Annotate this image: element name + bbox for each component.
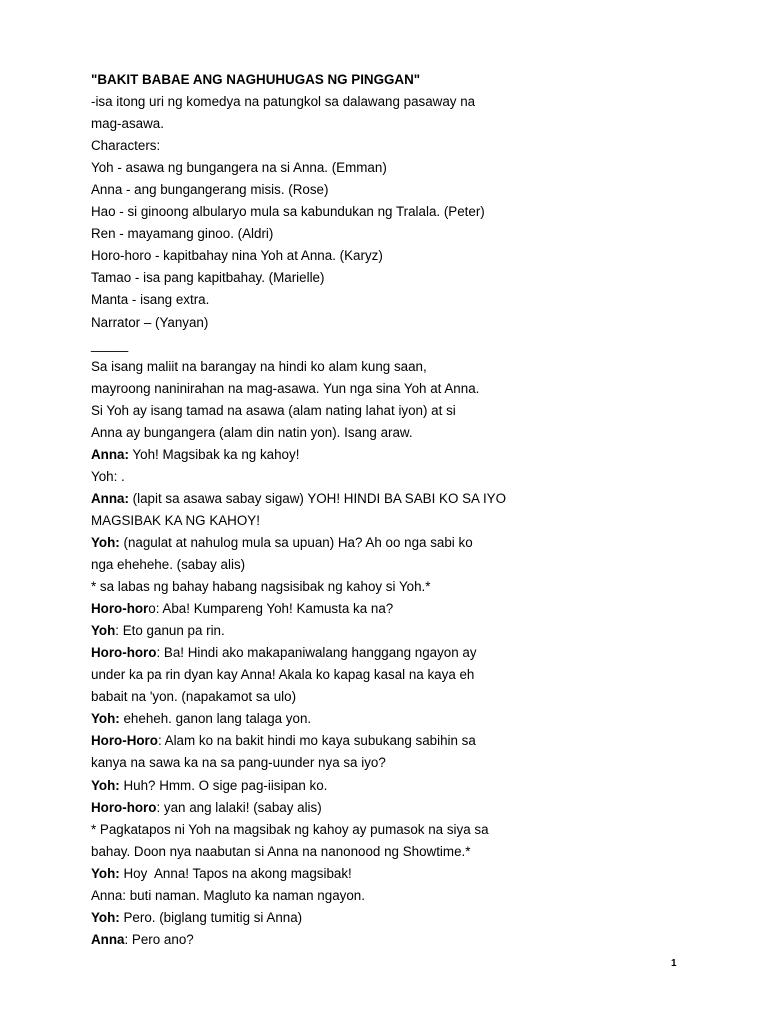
text-line (91, 267, 711, 289)
line-text: Huh? Hmm. O sige pag-iisipan ko. (119, 777, 328, 793)
line-text: Narrator – (Yanyan) (91, 314, 209, 330)
line-text: Tamao - isa pang kapitbahay. (Marielle) (91, 270, 325, 286)
text-line (91, 664, 711, 686)
dialogue-line (91, 642, 711, 664)
line-text: Yoh - asawa ng bungangera na si Anna. (Emman) (91, 160, 387, 176)
line-text: under ka pa rin dyan kay Anna! Akala ko kapag kasal na kaya eh (91, 667, 475, 683)
dialogue-line (91, 532, 711, 554)
line-text: Pero. (biglang tumitig si Anna) (119, 909, 303, 925)
dialogue-line (91, 775, 711, 797)
page-number: 1 (671, 958, 677, 969)
line-text: : Ba! Hindi ako makapaniwalang hanggang ngayon ay (156, 645, 477, 661)
speaker-name: Horo-Horo (91, 733, 158, 749)
line-text: * Pagkatapos ni Yoh na magsibak ng kahoy ay pumasok na siya sa (91, 821, 489, 837)
speaker-name: Yoh: (91, 711, 120, 727)
speaker-name: Yoh: (91, 909, 120, 925)
text-line (91, 576, 711, 598)
speaker-name: Horo-horo (91, 799, 157, 815)
text-line (91, 334, 711, 356)
line-text: Anna: buti naman. Magluto ka naman ngayon. (91, 887, 365, 903)
speaker-name: Anna: (91, 446, 129, 462)
line-text: Manta - isang extra. (91, 292, 210, 308)
line-text: Yoh: . (91, 468, 125, 484)
line-text: MAGSIBAK KA NG KAHOY! (91, 512, 260, 528)
dialogue-line (91, 620, 711, 642)
text-line (91, 201, 711, 223)
line-text: Ren - mayamang ginoo. (Aldri) (91, 226, 274, 242)
speaker-name: Horo-hor (91, 601, 149, 617)
text-line (91, 289, 711, 311)
line-text: Anna ay bungangera (alam din natin yon). Isang araw. (91, 424, 413, 440)
text-line (91, 179, 711, 201)
speaker-name: Yoh (91, 623, 116, 639)
line-text: (lapit sa asawa sabay sigaw) YOH! HINDI BA SABI KO SA IYO (128, 490, 507, 506)
line-text: nga ehehehe. (sabay alis) (91, 557, 246, 573)
line-text: eheheh. ganon lang talaga yon. (119, 711, 312, 727)
text-line (91, 819, 711, 841)
text-line (91, 554, 711, 576)
dialogue-line (91, 488, 711, 510)
speaker-name: Yoh: (91, 865, 120, 881)
dialogue-line (91, 708, 711, 730)
speaker-name: Horo-horo (91, 645, 157, 661)
dialogue-line (91, 444, 711, 466)
speaker-name: Anna (91, 931, 125, 947)
text-line (91, 422, 711, 444)
line-text: Horo-horo - kapitbahay nina Yoh at Anna. (Karyz) (91, 248, 383, 264)
line-text: : Alam ko na bakit hindi mo kaya subukang sabihin sa (157, 733, 476, 749)
line-text: Si Yoh ay isang tamad na asawa (alam nating lahat iyon) at si (91, 402, 456, 418)
line-text: Hao - si ginoong albularyo mula sa kabundukan ng Tralala. (Peter) (91, 204, 485, 220)
line-text: : yan ang lalaki! (sabay alis) (156, 799, 322, 815)
dialogue-line (91, 730, 711, 752)
text-line (91, 466, 711, 488)
text-line (91, 113, 711, 135)
text-line (91, 312, 711, 334)
speaker-name: Yoh: (91, 777, 120, 793)
dialogue-line (91, 863, 711, 885)
text-line (91, 91, 711, 113)
dialogue-line (91, 598, 711, 620)
line-text: o: Aba! Kumpareng Yoh! Kamusta ka na? (148, 601, 394, 617)
script-body (91, 69, 711, 951)
line-text: -isa itong uri ng komedya na patungkol sa dalawang pasaway na (91, 94, 476, 110)
line-text: : Pero ano? (124, 931, 194, 947)
line-text: mag-asawa. (91, 116, 164, 132)
dialogue-line (91, 907, 711, 929)
line-text: Hoy Anna! Tapos na akong magsibak! (119, 865, 352, 881)
line-text: Anna - ang bungangerang misis. (Rose) (91, 182, 329, 198)
line-text: kanya na sawa ka na sa pang-uunder nya sa iyo? (91, 755, 386, 771)
text-line (91, 400, 711, 422)
line-text: mayroong naninirahan na mag-asawa. Yun nga sina Yoh at Anna. (91, 380, 480, 396)
line-text: Characters: (91, 138, 161, 154)
text-line (91, 885, 711, 907)
text-line (91, 157, 711, 179)
text-line (91, 686, 711, 708)
dialogue-line (91, 797, 711, 819)
text-line (91, 135, 711, 157)
line-text: Yoh! Magsibak ka ng kahoy! (128, 446, 300, 462)
dialogue-line (91, 929, 711, 951)
line-text: bahay. Doon nya naabutan si Anna na nanonood ng Showtime.* (91, 843, 471, 859)
speaker-name: Anna: (91, 490, 129, 506)
line-text: babait na 'yon. (napakamot sa ulo) (91, 689, 297, 705)
text-line (91, 356, 711, 378)
text-line (91, 752, 711, 774)
line-text: * sa labas ng bahay habang nagsisibak ng kahoy si Yoh.* (91, 579, 431, 595)
text-line (91, 378, 711, 400)
document-title: "BAKIT BABAE ANG NAGHUHUGAS NG PINGGAN" (91, 72, 421, 87)
speaker-name: Yoh: (91, 534, 120, 550)
line-text: : Eto ganun pa rin. (115, 623, 225, 639)
text-line (91, 510, 711, 532)
text-line (91, 245, 711, 267)
text-line (91, 223, 711, 245)
text-line (91, 841, 711, 863)
line-text: (nagulat at nahulog mula sa upuan) Ha? Ah oo nga sabi ko (119, 534, 473, 550)
line-text: _____ (91, 336, 129, 352)
line-text: Sa isang maliit na barangay na hindi ko alam kung saan, (91, 358, 427, 374)
